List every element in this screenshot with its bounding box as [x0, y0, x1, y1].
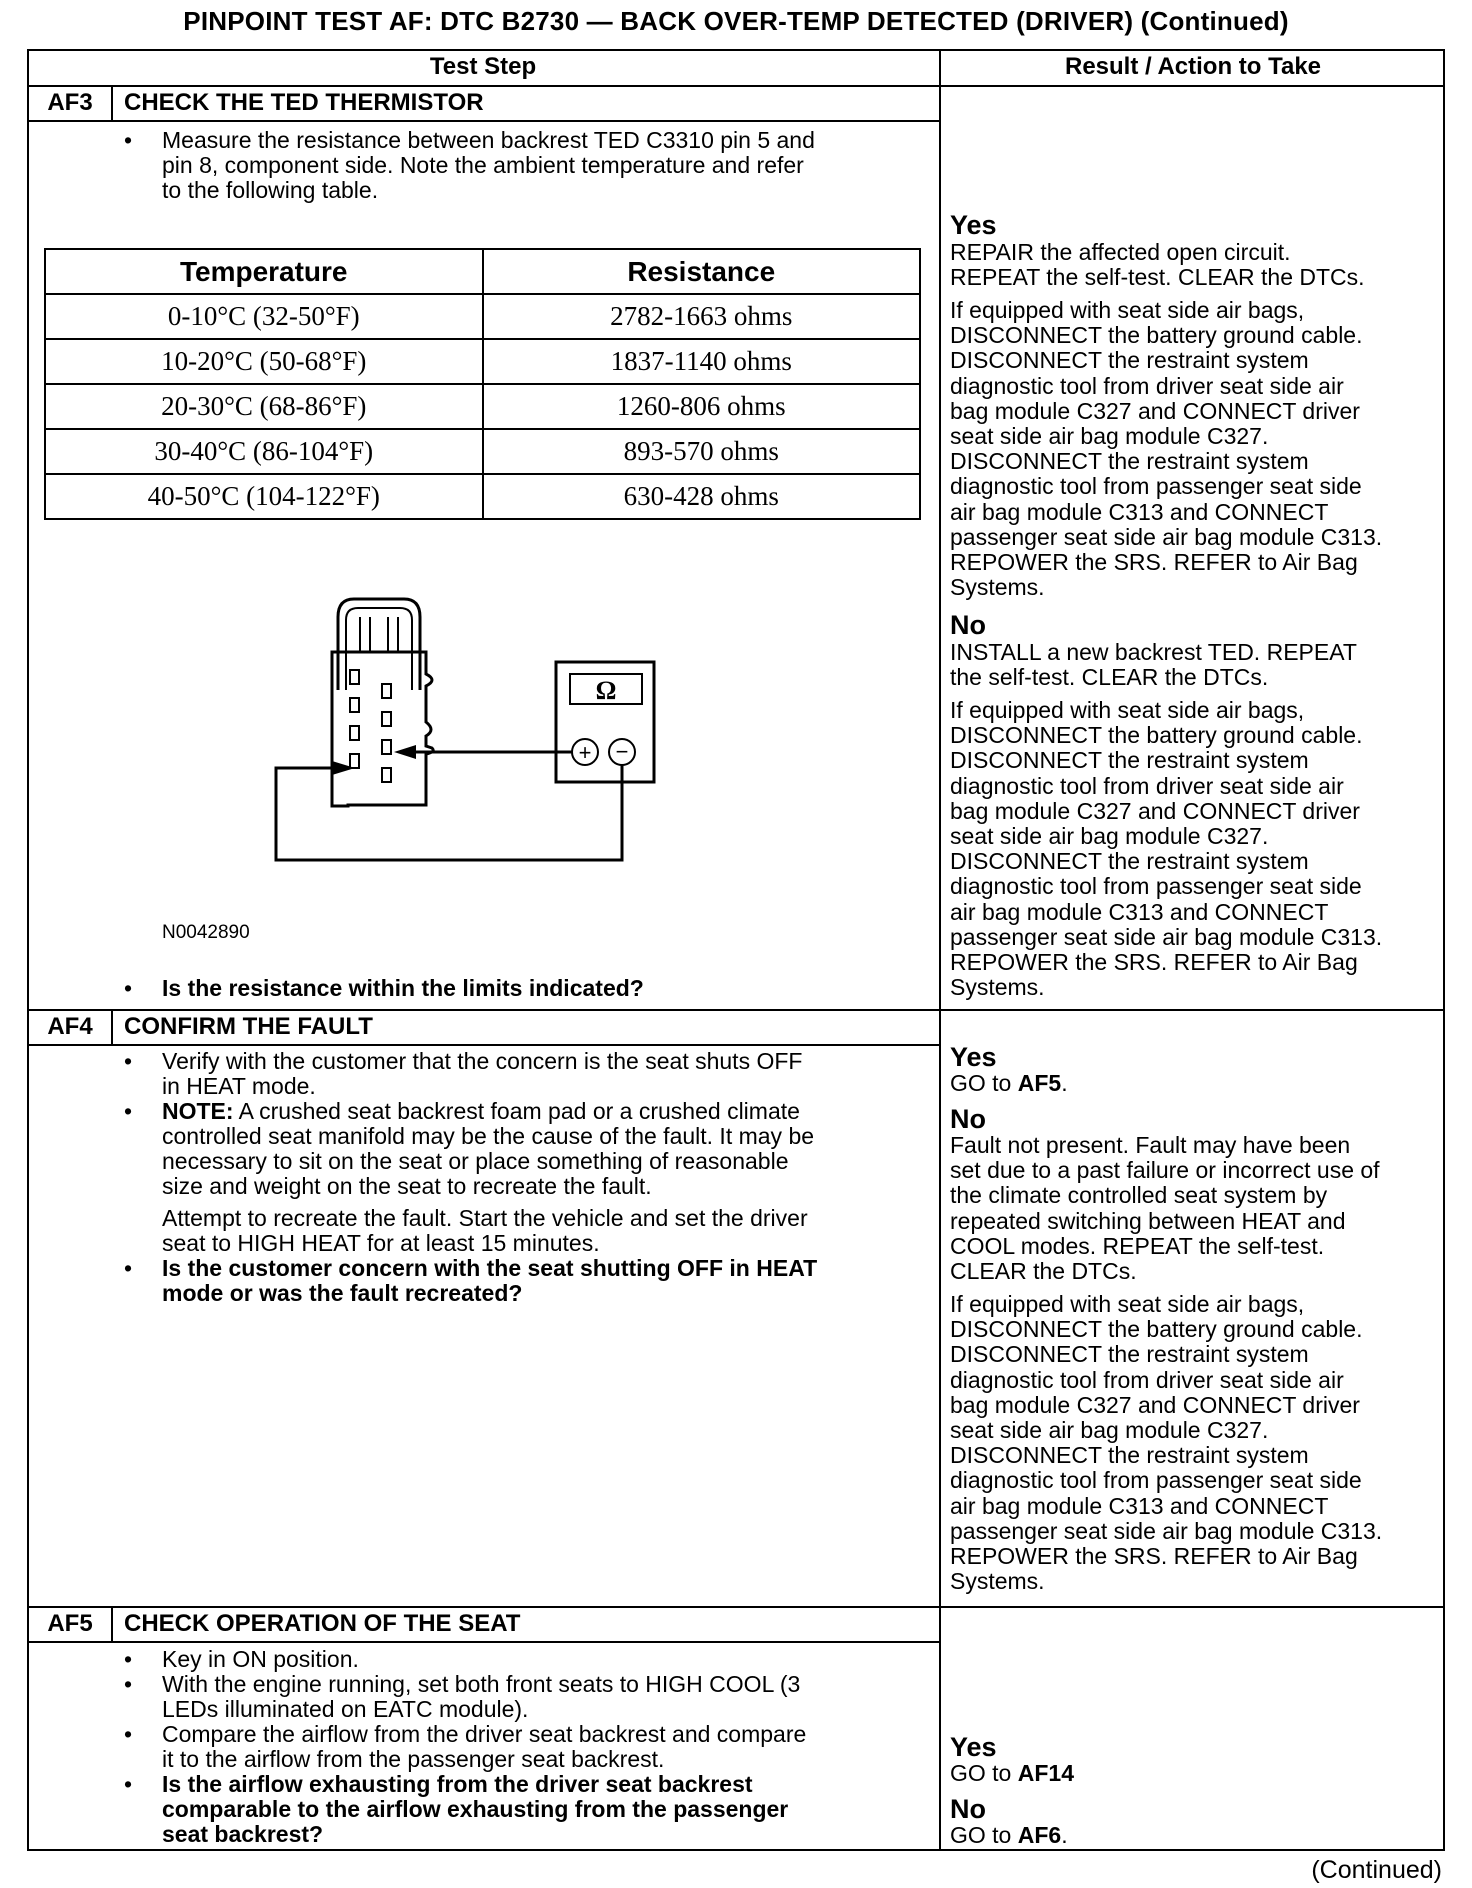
question-line: Is the customer concern with the seat shutting OFF in HEAT	[162, 1255, 818, 1281]
ohm-symbol: Ω	[595, 676, 617, 705]
result-line: diagnostic tool from passenger seat side	[950, 1467, 1362, 1494]
temperature-cell: 40-50°C (104-122°F)	[45, 474, 483, 519]
yes-action	[950, 1071, 1440, 1096]
result-line: air bag module C313 and CONNECT	[950, 1492, 1329, 1519]
result-line: DISCONNECT the restraint system	[950, 848, 1309, 875]
bullet: •	[124, 1771, 133, 1797]
result-line: bag module C327 and CONNECT driver	[950, 397, 1360, 424]
bullet: •	[124, 975, 133, 1001]
result-line: diagnostic tool from passenger seat side	[950, 873, 1362, 900]
result-line: diagnostic tool from driver seat side air	[950, 372, 1344, 399]
row-rule	[27, 1009, 1445, 1011]
result-line: diagnostic tool from passenger seat side	[950, 473, 1362, 500]
resistance-cell: 1260-806 ohms	[483, 384, 921, 429]
column-header-result: Result / Action to Take	[1064, 53, 1322, 80]
result-line: the self-test. CLEAR the DTCs.	[950, 664, 1269, 691]
bullet-line: LEDs illuminated on EATC module).	[162, 1696, 529, 1722]
step-rule	[27, 1641, 940, 1643]
result-line: DISCONNECT the restraint system	[950, 747, 1309, 774]
bullet-line: pin 8, component side. Note the ambient temperature and refer	[162, 152, 804, 178]
step-id: AF3	[47, 89, 93, 116]
result-line: DISCONNECT the restraint system	[950, 1341, 1309, 1368]
result-line: REPOWER the SRS. REFER to Air Bag	[950, 549, 1358, 576]
bullet-line: to the following table.	[162, 177, 379, 203]
temperature-cell: 20-30°C (68-86°F)	[45, 384, 483, 429]
result-line: bag module C327 and CONNECT driver	[950, 797, 1360, 824]
result-line: seat side air bag module C327.	[950, 423, 1269, 450]
bullet: •	[124, 1721, 133, 1747]
result-line: Systems.	[950, 974, 1045, 1001]
yes-label: Yes	[950, 1732, 997, 1762]
bullet: •	[124, 1098, 133, 1124]
result-line: passenger seat side air bag module C313.	[950, 923, 1383, 950]
bullet-line: Verify with the customer that the concern is the seat shuts OFF	[162, 1048, 803, 1074]
yes-label: Yes	[950, 1042, 997, 1072]
result-line: DISCONNECT the restraint system	[950, 347, 1309, 374]
resistance-cell: 2782-1663 ohms	[483, 294, 921, 339]
result-line: DISCONNECT the battery ground cable.	[950, 322, 1363, 349]
table-row	[45, 339, 920, 384]
result-line: bag module C327 and CONNECT driver	[950, 1391, 1360, 1418]
question-line: Is the resistance within the limits indicated?	[162, 975, 644, 1001]
yes-action	[950, 1761, 1440, 1786]
step-reference: AF5	[1017, 1070, 1062, 1096]
resistance-cell: 1837-1140 ohms	[483, 339, 921, 384]
result-line: passenger seat side air bag module C313.	[950, 523, 1383, 550]
result-text: .	[1061, 1822, 1068, 1848]
temperature-cell: 30-40°C (86-104°F)	[45, 429, 483, 474]
question-line: seat backrest?	[162, 1821, 324, 1847]
step-id-divider	[111, 1608, 113, 1643]
result-line: If equipped with seat side air bags,	[950, 697, 1305, 723]
question-line: Is the airflow exhausting from the driver seat backrest	[162, 1771, 753, 1797]
bullet: •	[124, 1255, 133, 1281]
continued-note: (Continued)	[1311, 1856, 1442, 1884]
result-line: If equipped with seat side air bags,	[950, 297, 1305, 323]
page-title: PINPOINT TEST AF: DTC B2730 — BACK OVER-TEMP DETECTED (DRIVER) (Continued)	[183, 6, 1289, 36]
minus-terminal-label: −	[615, 739, 629, 764]
no-label: No	[950, 610, 986, 640]
no-label: No	[950, 1104, 986, 1134]
note-line: necessary to sit on the seat or place something of reasonable	[162, 1148, 789, 1174]
column-header-temperature: Temperature	[45, 249, 483, 294]
step-reference: AF6	[1017, 1822, 1062, 1848]
yes-label: Yes	[950, 210, 997, 240]
bullet: •	[124, 127, 133, 153]
result-line: passenger seat side air bag module C313.	[950, 1517, 1383, 1544]
result-line: seat side air bag module C327.	[950, 823, 1269, 850]
result-line: REPAIR the affected open circuit.	[950, 239, 1291, 265]
plus-terminal-label: +	[578, 740, 592, 765]
result-line: Fault not present. Fault may have been	[950, 1132, 1351, 1158]
result-line: CLEAR the DTCs.	[950, 1258, 1137, 1285]
step-title: CONFIRM THE FAULT	[124, 1013, 373, 1040]
step-id-divider	[111, 87, 113, 122]
no-action	[950, 640, 1440, 690]
step-rule	[27, 1044, 940, 1046]
result-text: GO to	[950, 1760, 1018, 1786]
result-line: seat side air bag module C327.	[950, 1417, 1269, 1444]
result-line: DISCONNECT the restraint system	[950, 448, 1309, 475]
column-divider	[939, 49, 941, 1851]
bullet: •	[124, 1646, 133, 1672]
note-label: NOTE:	[162, 1098, 234, 1124]
result-line: REPEAT the self-test. CLEAR the DTCs.	[950, 264, 1365, 291]
airbag-instructions	[950, 698, 1440, 1000]
bullet: •	[124, 1048, 133, 1074]
step-rule	[27, 120, 940, 122]
step-id: AF4	[47, 1013, 93, 1040]
result-line: REPOWER the SRS. REFER to Air Bag	[950, 949, 1358, 976]
result-line: repeated switching between HEAT and	[950, 1207, 1346, 1234]
airbag-instructions	[950, 298, 1440, 600]
result-line: COOL modes. REPEAT the self-test.	[950, 1232, 1325, 1259]
result-line: DISCONNECT the restraint system	[950, 1442, 1309, 1469]
no-label: No	[950, 1794, 986, 1824]
resistance-table	[44, 248, 921, 520]
connector-ohmmeter-diagram	[260, 590, 680, 870]
result-line: set due to a past failure or incorrect use of	[950, 1157, 1380, 1184]
question-line: comparable to the airflow exhausting from the passenger	[162, 1796, 789, 1822]
result-line: Systems.	[950, 574, 1045, 601]
yes-action	[950, 240, 1440, 290]
resistance-cell: 630-428 ohms	[483, 474, 921, 519]
result-line: diagnostic tool from driver seat side air	[950, 772, 1344, 799]
bullet-line: Measure the resistance between backrest TED C3310 pin 5 and	[162, 127, 815, 153]
result-line: air bag module C313 and CONNECT	[950, 898, 1329, 925]
step-reference: AF14	[1017, 1760, 1074, 1786]
bullet: •	[124, 1671, 133, 1697]
result-text: .	[1061, 1070, 1068, 1096]
airbag-instructions	[950, 1292, 1440, 1594]
column-header-test-step: Test Step	[429, 53, 537, 80]
step-title: CHECK THE TED THERMISTOR	[124, 89, 484, 116]
result-line: INSTALL a new backrest TED. REPEAT	[950, 639, 1357, 665]
bullet-line: Compare the airflow from the driver seat backrest and compare	[162, 1721, 807, 1747]
bullet-line: With the engine running, set both front seats to HIGH COOL (3	[162, 1671, 801, 1697]
result-text: GO to	[950, 1070, 1018, 1096]
table-row	[45, 294, 920, 339]
result-line: air bag module C313 and CONNECT	[950, 498, 1329, 525]
result-line: the climate controlled seat system by	[950, 1182, 1328, 1209]
resistance-cell: 893-570 ohms	[483, 429, 921, 474]
note-text: A crushed seat backrest foam pad or a crushed climate	[233, 1098, 800, 1124]
attempt-line: seat to HIGH HEAT for at least 15 minutes.	[162, 1230, 600, 1256]
result-line: diagnostic tool from driver seat side air	[950, 1366, 1344, 1393]
bullet-line: in HEAT mode.	[162, 1073, 316, 1099]
attempt-line: Attempt to recreate the fault. Start the vehicle and set the driver	[162, 1205, 808, 1231]
step-id: AF5	[47, 1610, 93, 1637]
result-line: DISCONNECT the battery ground cable.	[950, 722, 1363, 749]
result-line: Systems.	[950, 1568, 1045, 1595]
note-line: size and weight on the seat to recreate the fault.	[162, 1173, 652, 1199]
figure-id: N0042890	[162, 922, 250, 943]
row-rule	[27, 1606, 1445, 1608]
table-row	[45, 429, 920, 474]
step-title: CHECK OPERATION OF THE SEAT	[124, 1610, 521, 1637]
table-row	[45, 384, 920, 429]
result-line: If equipped with seat side air bags,	[950, 1291, 1305, 1317]
note-line	[162, 1099, 800, 1124]
temperature-cell: 0-10°C (32-50°F)	[45, 294, 483, 339]
step-id-divider	[111, 1011, 113, 1046]
no-action	[950, 1133, 1442, 1284]
note-line: controlled seat manifold may be the cause of the fault. It may be	[162, 1123, 815, 1149]
result-text: GO to	[950, 1822, 1018, 1848]
result-line: DISCONNECT the battery ground cable.	[950, 1316, 1363, 1343]
table-row	[45, 474, 920, 519]
temperature-cell: 10-20°C (50-68°F)	[45, 339, 483, 384]
no-action	[950, 1823, 1440, 1848]
header-rule	[27, 85, 1445, 87]
bullet-line: it to the airflow from the passenger seat backrest.	[162, 1746, 665, 1772]
result-line: REPOWER the SRS. REFER to Air Bag	[950, 1543, 1358, 1570]
bullet-line: Key in ON position.	[162, 1646, 359, 1672]
column-header-resistance: Resistance	[483, 249, 921, 294]
question-line: mode or was the fault recreated?	[162, 1280, 523, 1306]
